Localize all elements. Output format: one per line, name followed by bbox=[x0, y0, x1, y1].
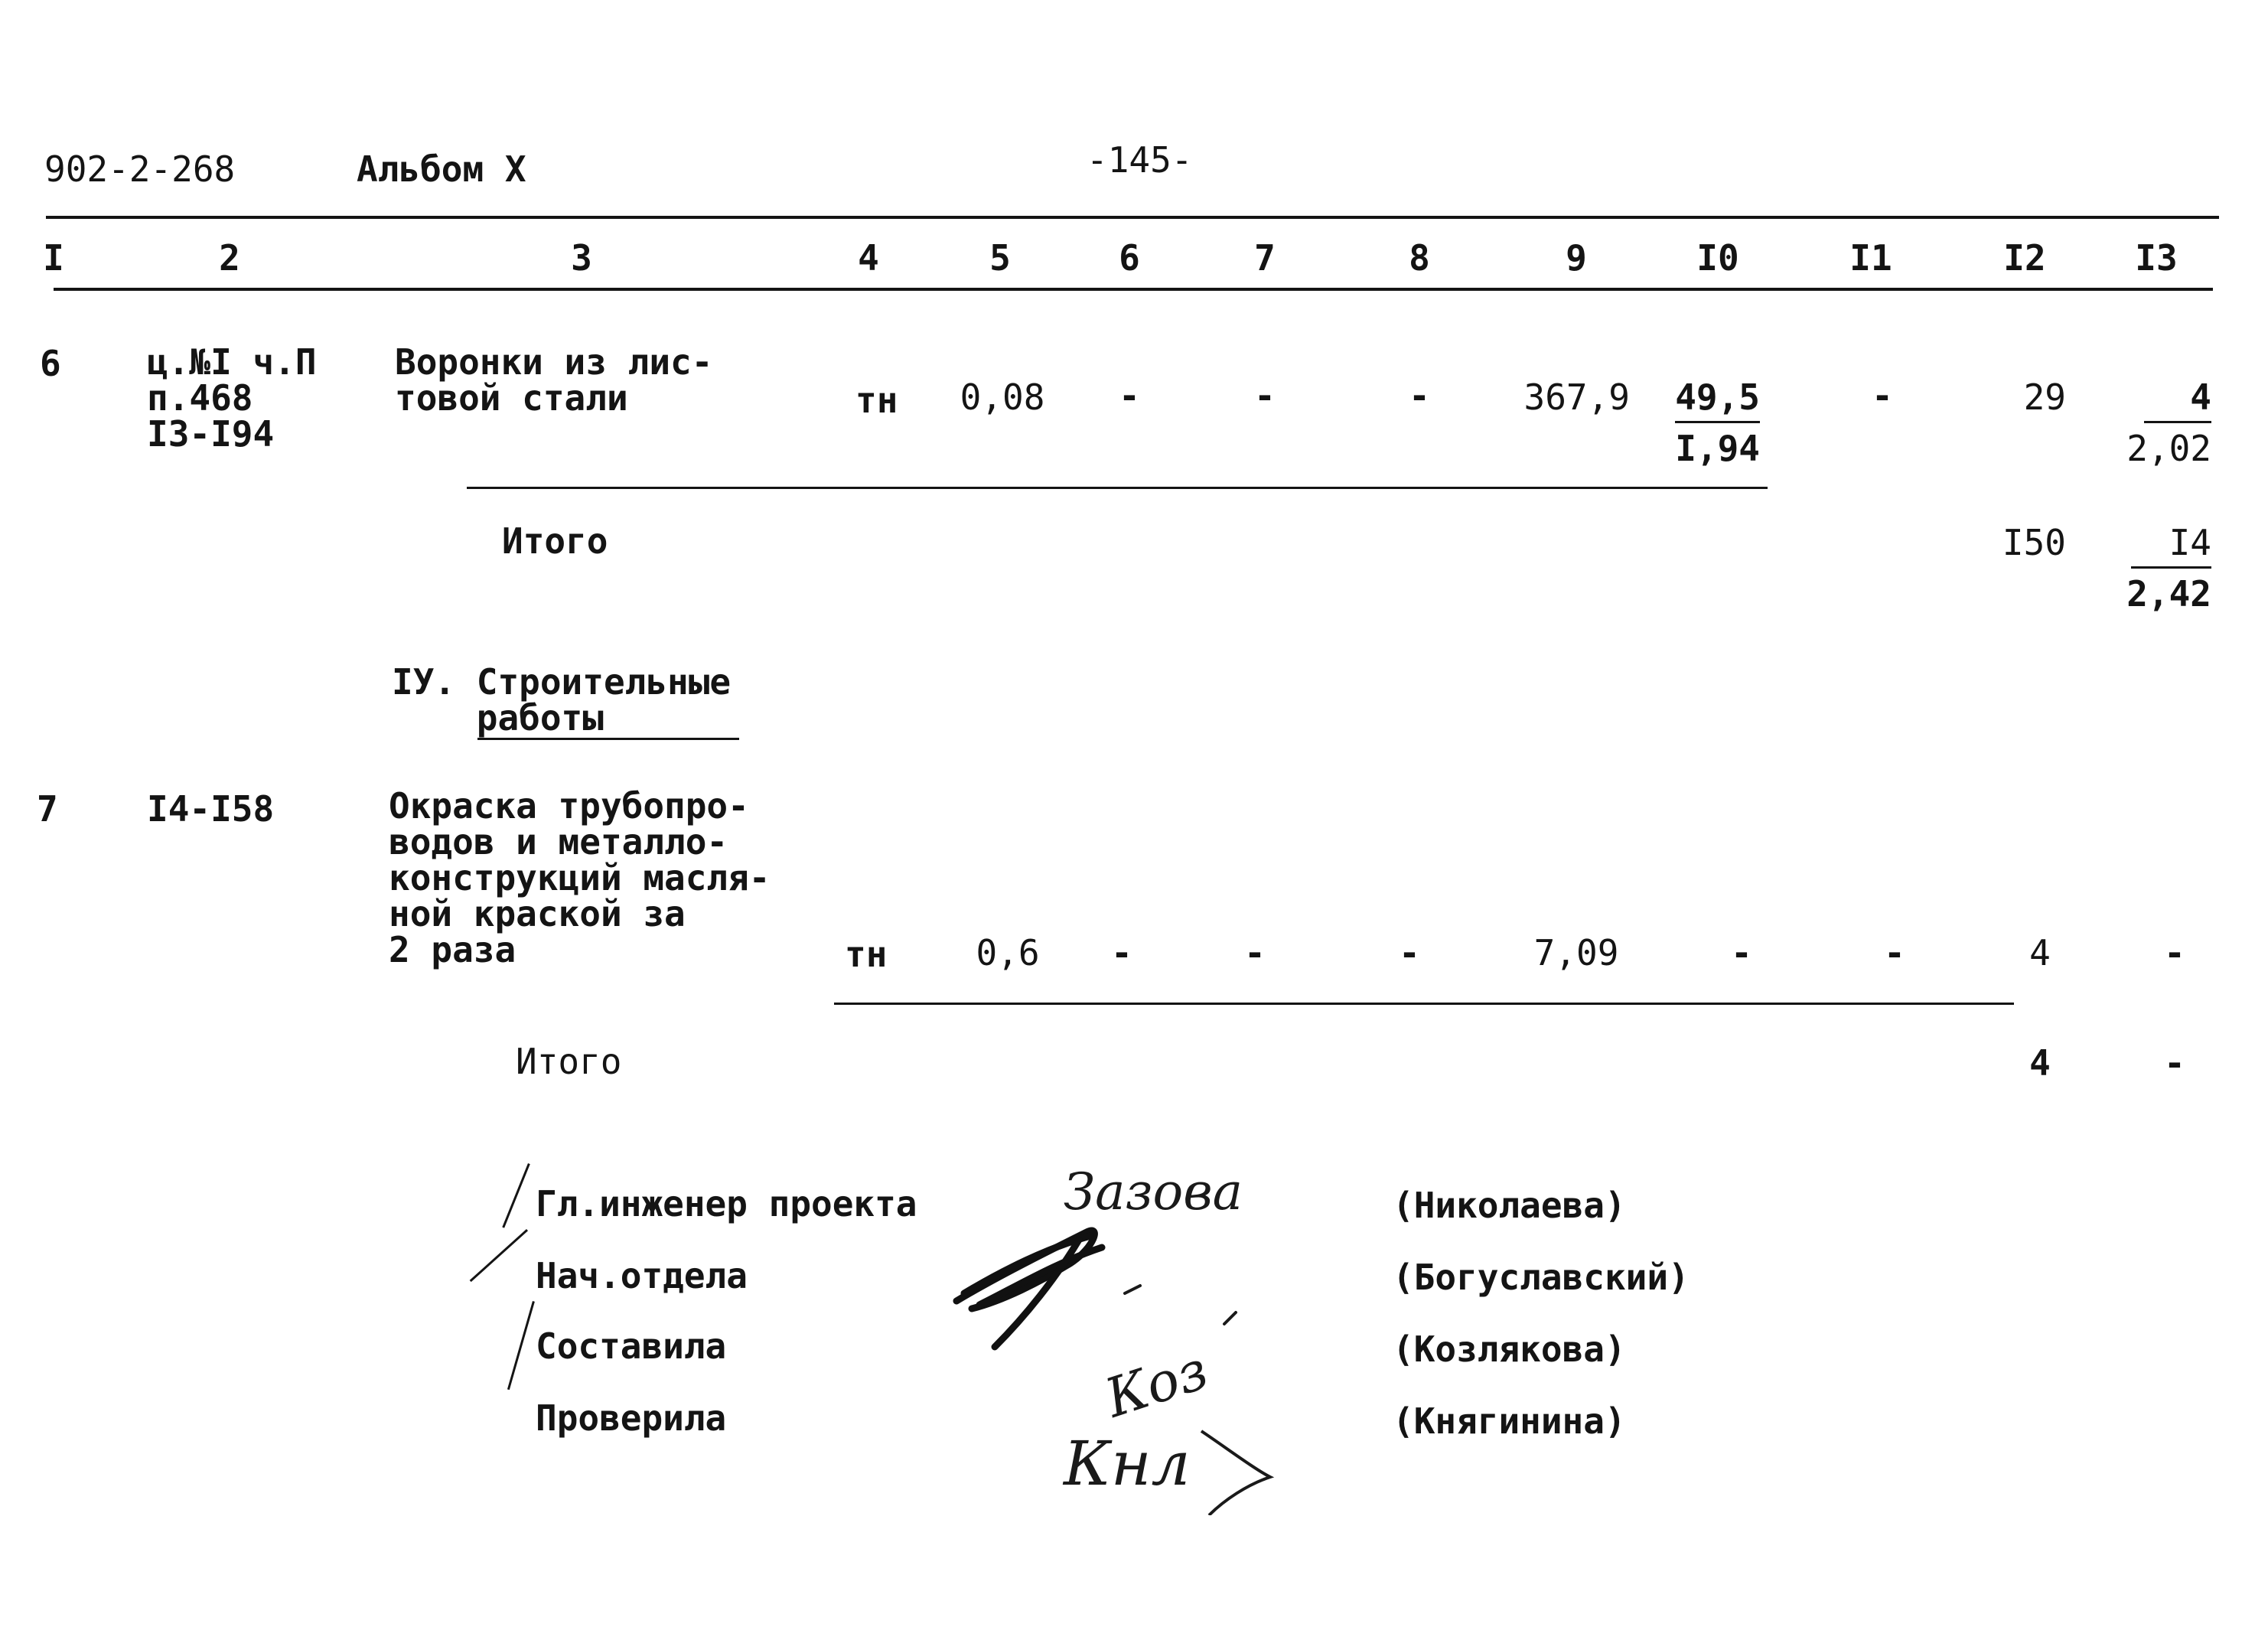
row-col-9: 367,9 bbox=[1523, 377, 1630, 418]
row-col-10-fraction bbox=[1645, 377, 1760, 469]
signature-mark bbox=[507, 1301, 535, 1390]
column-header-13: I3 bbox=[2135, 237, 2178, 279]
section-heading-underline bbox=[477, 738, 739, 740]
column-header-5: 5 bbox=[989, 237, 1011, 279]
row-col-13-fraction bbox=[2097, 377, 2211, 469]
total-col-12: I50 bbox=[2002, 522, 2066, 563]
header-top-rule bbox=[46, 216, 2219, 219]
row-number: 7 bbox=[37, 788, 58, 830]
total-col-13: - bbox=[2164, 1042, 2185, 1084]
row-col-9: 7,09 bbox=[1533, 932, 1619, 973]
handwritten-signatures bbox=[949, 1148, 1347, 1515]
signature-name: (Богуславский) bbox=[1393, 1257, 1690, 1298]
column-header-7: 7 bbox=[1254, 237, 1276, 279]
signature-role: Составила bbox=[536, 1325, 727, 1367]
total-label: Итого bbox=[516, 1041, 622, 1082]
row-col-7: - bbox=[1244, 932, 1266, 973]
column-header-11: I1 bbox=[1849, 237, 1892, 279]
column-header-6: 6 bbox=[1119, 237, 1140, 279]
signature-mark bbox=[470, 1229, 528, 1282]
signature-handwriting: Коз bbox=[1097, 1338, 1216, 1430]
column-header-1: I bbox=[43, 237, 64, 279]
fraction-denominator: 2,02 bbox=[2126, 428, 2211, 469]
row-col-11: - bbox=[1872, 375, 1893, 416]
signature-name: (Княгинина) bbox=[1393, 1400, 1626, 1442]
signature-handwriting: Кнл bbox=[1064, 1428, 1191, 1499]
signature-role: Нач.отдела bbox=[536, 1255, 748, 1296]
signature-mark bbox=[502, 1163, 530, 1228]
fraction-numerator: I4 bbox=[2131, 525, 2211, 569]
row-reference: I4-I58 bbox=[147, 788, 275, 830]
total-col-12: 4 bbox=[2029, 1042, 2051, 1084]
section-heading: IУ. Строительные работы bbox=[392, 661, 732, 739]
signature-name: (Козлякова) bbox=[1393, 1329, 1626, 1370]
fraction-denominator: 2,42 bbox=[2126, 573, 2211, 615]
row-7-rule bbox=[834, 1003, 2014, 1005]
column-header-9: 9 bbox=[1566, 237, 1587, 279]
row-quantity: 0,08 bbox=[960, 377, 1045, 418]
row-col-8: - bbox=[1409, 375, 1430, 416]
row-name: Воронки из лис- товой стали bbox=[395, 341, 713, 419]
header-bottom-rule bbox=[54, 288, 2213, 291]
signature-name: (Николаева) bbox=[1393, 1185, 1626, 1226]
row-col-13: - bbox=[2164, 932, 2185, 973]
signature-role: Проверила bbox=[536, 1397, 727, 1439]
signature-role: Гл.инженер проекта bbox=[536, 1183, 917, 1224]
row-col-12: 4 bbox=[2029, 932, 2051, 973]
page-number: -145- bbox=[1087, 139, 1193, 181]
row-unit: тн bbox=[855, 380, 898, 421]
column-header-4: 4 bbox=[858, 237, 879, 279]
row-col-10: - bbox=[1731, 932, 1752, 973]
fraction-denominator: I,94 bbox=[1675, 428, 1760, 469]
column-header-10: I0 bbox=[1696, 237, 1739, 279]
row-unit: тн bbox=[845, 934, 888, 975]
column-header-12: I2 bbox=[2003, 237, 2046, 279]
fraction-numerator: 49,5 bbox=[1675, 380, 1760, 423]
column-header-3: 3 bbox=[571, 237, 592, 279]
row-col-6: - bbox=[1111, 932, 1132, 973]
total-label: Итого bbox=[502, 520, 608, 562]
row-col-12: 29 bbox=[2023, 377, 2066, 418]
row-col-6: - bbox=[1119, 375, 1140, 416]
row-col-11: - bbox=[1884, 932, 1905, 973]
signature-scribble bbox=[956, 1231, 1102, 1347]
row-name: Окраска трубопро- водов и металло- конструкций масля- ной краской за 2 раза bbox=[389, 785, 771, 970]
document-code: 902-2-268 bbox=[44, 148, 236, 190]
row-col-8: - bbox=[1399, 932, 1420, 973]
column-header-8: 8 bbox=[1409, 237, 1430, 279]
row-reference: ц.№I ч.П п.468 I3-I94 bbox=[147, 341, 317, 455]
total-col-13-fraction bbox=[2097, 522, 2211, 615]
fraction-numerator: 4 bbox=[2144, 380, 2211, 423]
signature-handwriting: Зазова bbox=[1064, 1162, 1243, 1221]
row-number: 6 bbox=[40, 343, 61, 384]
row-quantity: 0,6 bbox=[976, 932, 1040, 973]
row-col-7: - bbox=[1254, 375, 1276, 416]
column-header-2: 2 bbox=[219, 237, 240, 279]
row-6-rule bbox=[467, 487, 1768, 489]
album-label: Альбом X bbox=[357, 148, 526, 190]
